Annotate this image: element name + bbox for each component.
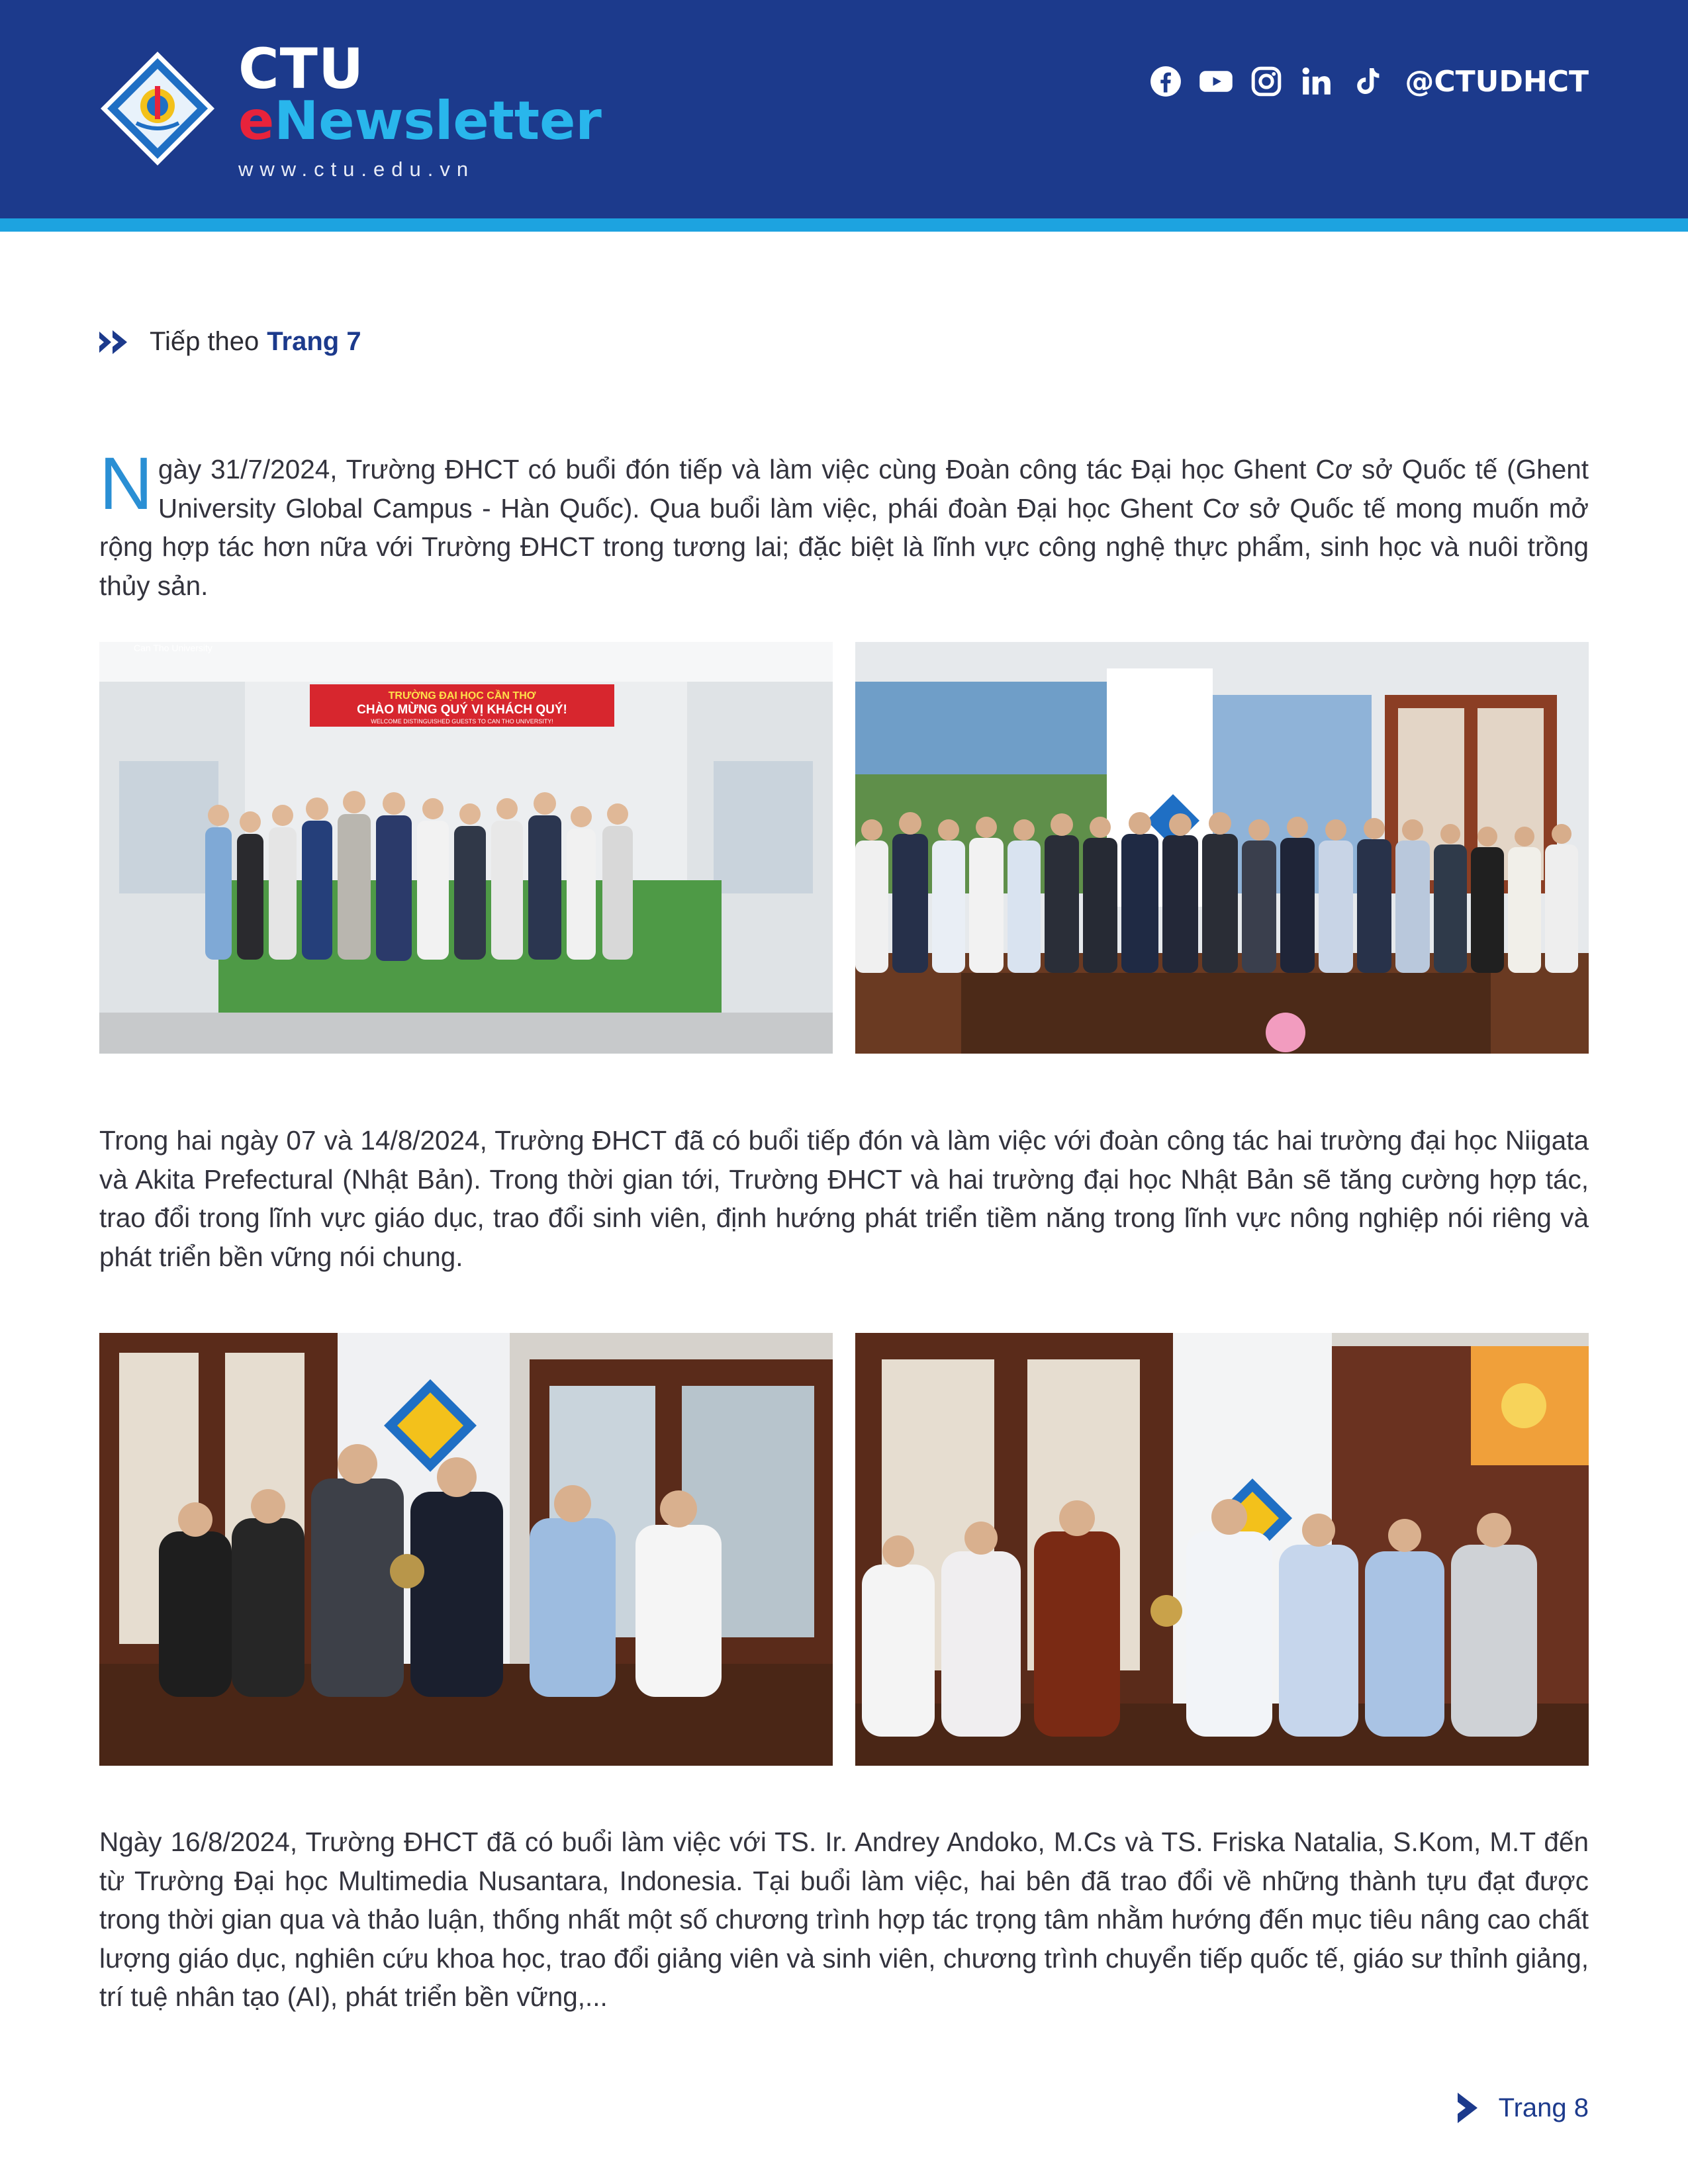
photo-indonesia-meeting[interactable] bbox=[855, 1333, 1589, 1766]
paragraph-ghent bbox=[99, 442, 1589, 605]
continuation-link[interactable] bbox=[98, 327, 361, 357]
drop-cap: N bbox=[99, 442, 153, 525]
photo-japan-meeting[interactable] bbox=[99, 1333, 833, 1766]
instagram-icon[interactable] bbox=[1248, 64, 1284, 99]
banner-line1: TRƯỜNG ĐẠI HỌC CẦN THƠ bbox=[388, 690, 536, 702]
banner-line2: CHÀO MỪNG QUÝ VỊ KHÁCH QUÝ! bbox=[357, 703, 567, 717]
site-url[interactable]: www.ctu.edu.vn bbox=[238, 158, 475, 181]
brand-newsletter-text: Newsletter bbox=[274, 90, 602, 152]
paragraph-japan: Trong hai ngày 07 và 14/8/2024, Trường ĐHCT đã có buổi tiếp đón và làm việc với đoàn công tác hai trường đại học Niigata và Akita Prefectural (Nhật Bản). Trong thời gian tới, Trường ĐHCT và hai trường đại học Nhật Bản sẽ tăng cường hợp tác, trao đổi trong lĩnh vực giáo dục, trao đổi sinh viên, định hướng phát triển tiềm năng trong lĩnh vực nông nghiệp nói riêng và phát triển bền vững nói chung. bbox=[99, 1125, 1589, 1272]
brand-block bbox=[238, 36, 602, 181]
paragraph-ghent-text: gày 31/7/2024, Trường ĐHCT có buổi đón tiếp và làm việc cùng Đoàn công tác Đại học Ghent Cơ sở Quốc tế (Ghent University Global Campus - Hàn Quốc). Qua buổi làm việc, phái đoàn Đại học Ghent Cơ sở Quốc tế mong muốn mở rộng hợp tác hơn nữa với Trường ĐHCT trong tương lai; đặc biệt là lĩnh vực công nghệ thực phẩm, sinh học và nuôi trồng thủy sản. bbox=[99, 454, 1589, 601]
youtube-icon[interactable] bbox=[1198, 64, 1234, 99]
paragraph-indonesia: Ngày 16/8/2024, Trường ĐHCT đã có buổi làm việc với TS. Ir. Andrey Andoko, M.Cs và TS. Friska Natalia, S.Kom, M.T đến từ Trường Đại học Multimedia Nusantara, Indonesia. Tại buổi làm việc, hai bên đã trao đổi về những thành tựu đạt được trong thời gian qua và thảo luận, thống nhất một số chương trình hợp tác trọng tâm nhằm hướng đến mục tiêu nâng cao chất lượng giáo dục, nghiên cứu khoa học, trao đổi giảng viên và sinh viên, chương trình chuyển tiếp quốc tế, giáo sư thỉnh giảng, trí tuệ nhân tạo (AI), phát triển bền vững,... bbox=[99, 1827, 1589, 2012]
photo-watermark: Can Tho University bbox=[134, 643, 212, 653]
photo-ghent-meeting[interactable] bbox=[855, 642, 1589, 1054]
ctu-logo[interactable] bbox=[98, 49, 217, 168]
continuation-prefix: Tiếp theo bbox=[150, 327, 259, 356]
brand-ctu: CTU bbox=[238, 36, 365, 101]
facebook-icon[interactable] bbox=[1148, 64, 1184, 99]
brand-newsletter bbox=[238, 90, 602, 152]
page-number: Trang 8 bbox=[1498, 2093, 1589, 2122]
tiktok-icon[interactable] bbox=[1349, 64, 1385, 99]
brand-e: e bbox=[238, 90, 275, 152]
photo-ghent-lobby[interactable] bbox=[99, 642, 833, 1054]
social-handle[interactable]: @CTUDHCT bbox=[1405, 64, 1589, 99]
chevron-right-icon bbox=[1455, 2091, 1480, 2124]
page-footer bbox=[1455, 2091, 1589, 2124]
header-bar bbox=[0, 0, 1688, 218]
continuation-page[interactable]: Trang 7 bbox=[267, 327, 361, 356]
linkedin-icon[interactable] bbox=[1299, 64, 1335, 99]
header-stripe bbox=[0, 218, 1688, 232]
banner-line3: WELCOME DISTINGUISHED GUESTS TO CAN THO UNIVERSITY! bbox=[371, 718, 553, 725]
double-chevron-right-icon bbox=[98, 329, 135, 355]
social-links bbox=[1148, 64, 1589, 99]
